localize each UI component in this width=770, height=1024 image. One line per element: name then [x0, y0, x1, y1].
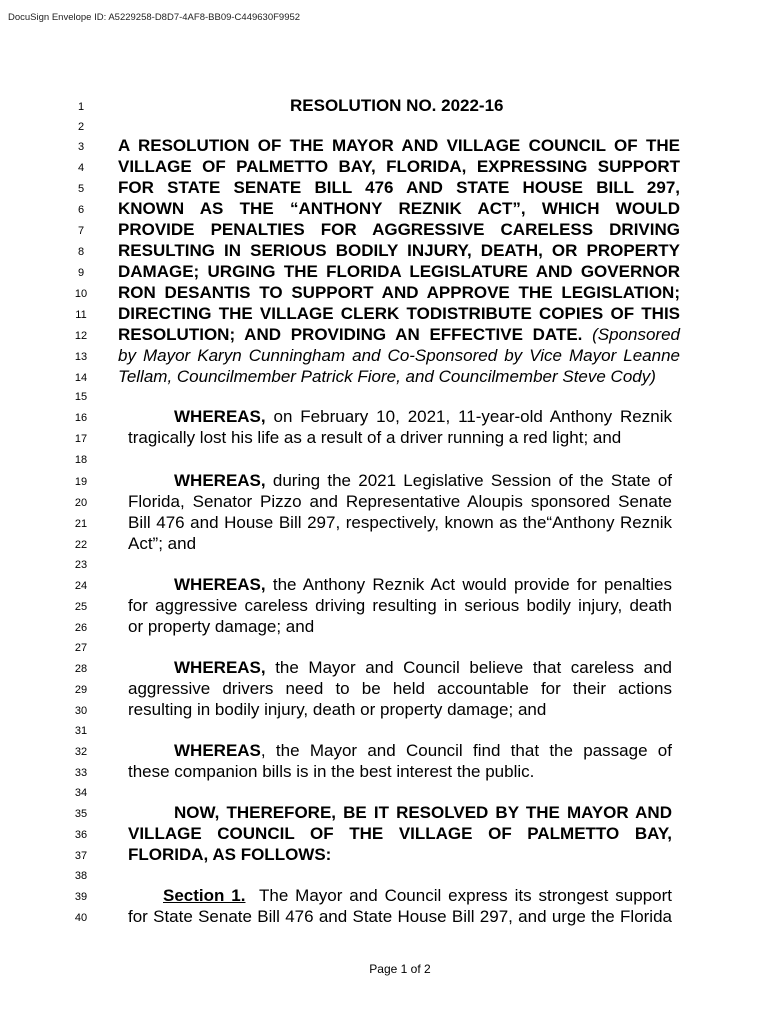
heading-line: RON DESANTIS TO SUPPORT AND APPROVE THE LEGISLATION;	[118, 283, 680, 302]
heading-line: FOR STATE SENATE BILL 476 AND STATE HOUSE BILL 297,	[118, 178, 680, 197]
whereas-text: , the Mayor and Council find that the passage of	[260, 741, 672, 760]
docusign-envelope-id: DocuSign Envelope ID: A5229258-D8D7-4AF8-BB09-C449630F9952	[8, 12, 301, 23]
line-number: 31	[74, 725, 88, 737]
line-number: 32	[74, 746, 88, 758]
whereas-text: the Mayor and Council believe that careless and	[275, 658, 672, 677]
line-number: 14	[74, 372, 88, 384]
line-number: 8	[77, 246, 85, 258]
whereas-line: resulting in bodily injury, death or property damage; and	[128, 700, 547, 719]
resolution-title: RESOLUTION NO. 2022-16	[290, 96, 504, 115]
sponsor-line: by Mayor Karyn Cunningham and Co-Sponsored by Vice Mayor Leanne	[118, 346, 680, 365]
whereas-paragraph-3	[128, 574, 672, 595]
line-number: 3	[77, 141, 85, 153]
whereas-text: on February 10, 2021, 11-year-old Anthony Reznik	[273, 407, 672, 426]
line-number: 30	[74, 705, 88, 717]
heading-line: VILLAGE OF PALMETTO BAY, FLORIDA, EXPRESSING SUPPORT	[118, 157, 680, 176]
sponsor-line: Tellam, Councilmember Patrick Fiore, and Councilmember Steve Cody)	[118, 367, 656, 386]
line-number: 22	[74, 539, 88, 551]
heading-line-final	[118, 324, 680, 345]
line-number: 5	[77, 183, 85, 195]
heading-line: PROVIDE PENALTIES FOR AGGRESSIVE CARELESS DRIVING	[118, 220, 680, 239]
whereas-text: during the 2021 Legislative Session of the State of	[272, 471, 672, 490]
whereas-line: these companion bills is in the best interest the public.	[128, 762, 535, 781]
sponsored-text: (Sponsored	[582, 325, 680, 344]
line-number: 17	[74, 433, 88, 445]
whereas-line: aggressive drivers need to be held accountable for their actions	[128, 679, 672, 698]
whereas-text: the Anthony Reznik Act would provide for penalties	[272, 575, 672, 594]
line-number: 38	[74, 870, 88, 882]
heading-final-bold: RESOLUTION; AND PROVIDING AN EFFECTIVE DATE.	[118, 325, 583, 344]
line-number: 9	[77, 267, 85, 279]
heading-line: A RESOLUTION OF THE MAYOR AND VILLAGE COUNCIL OF THE	[118, 136, 680, 155]
whereas-line: Bill 476 and House Bill 297, respectively, known as the“Anthony Reznik	[128, 513, 672, 532]
line-number: 12	[74, 330, 88, 342]
line-number: 16	[74, 412, 88, 424]
whereas-paragraph-2	[128, 470, 672, 491]
line-number: 25	[74, 601, 88, 613]
whereas-line: tragically lost his life as a result of a driver running a red light; and	[128, 428, 622, 447]
line-number: 21	[74, 518, 88, 530]
line-number: 18	[74, 454, 88, 466]
heading-line: DAMAGE; URGING THE FLORIDA LEGISLATURE AND GOVERNOR	[118, 262, 680, 281]
section-label: Section 1.	[163, 886, 246, 905]
heading-line: DIRECTING THE VILLAGE CLERK TODISTRIBUTE COPIES OF THIS	[118, 304, 680, 323]
line-number: 39	[74, 891, 88, 903]
line-number: 36	[74, 829, 88, 841]
line-number: 1	[77, 101, 85, 113]
resolved-clause: NOW, THEREFORE, BE IT RESOLVED BY THE MAYOR AND	[174, 803, 672, 822]
line-number: 6	[77, 204, 85, 216]
line-number: 11	[75, 309, 87, 321]
line-number: 23	[74, 559, 88, 571]
whereas-label: WHEREAS,	[174, 658, 266, 677]
resolved-line: VILLAGE COUNCIL OF THE VILLAGE OF PALMETTO BAY,	[128, 824, 672, 843]
whereas-line: Act”; and	[128, 534, 197, 553]
page-footer: Page 1 of 2	[369, 962, 431, 976]
line-number: 26	[74, 622, 88, 634]
line-number: 19	[74, 476, 88, 488]
whereas-line: or property damage; and	[128, 617, 315, 636]
line-number: 15	[74, 391, 88, 403]
line-number: 10	[74, 288, 88, 300]
line-number: 4	[77, 162, 85, 174]
line-number: 28	[74, 663, 88, 675]
whereas-label: WHEREAS,	[174, 407, 266, 426]
line-number: 13	[74, 351, 88, 363]
whereas-line: Florida, Senator Pizzo and Representative Aloupis sponsored Senate	[128, 492, 672, 511]
whereas-paragraph-1	[128, 406, 672, 427]
line-number: 27	[74, 642, 88, 654]
line-number: 33	[74, 767, 88, 779]
line-number: 40	[74, 912, 88, 924]
line-number: 29	[74, 684, 88, 696]
whereas-label: WHEREAS,	[174, 471, 266, 490]
heading-line: RESULTING IN SERIOUS BODILY INJURY, DEATH, OR PROPERTY	[118, 241, 680, 260]
whereas-line: for aggressive careless driving resulting in serious bodily injury, death	[128, 596, 672, 615]
section-line: for State Senate Bill 476 and State House Bill 297, and urge the Florida	[128, 907, 672, 926]
section-1	[128, 885, 672, 906]
heading-line: KNOWN AS THE “ANTHONY REZNIK ACT”, WHICH WOULD	[118, 199, 680, 218]
line-number: 24	[74, 580, 88, 592]
line-number: 35	[74, 808, 88, 820]
whereas-paragraph-4	[128, 657, 672, 678]
line-number: 37	[74, 850, 88, 862]
line-number: 2	[77, 121, 85, 133]
whereas-label: WHEREAS	[174, 741, 261, 760]
section-text: The Mayor and Council express its strongest support	[258, 886, 672, 905]
resolved-line: FLORIDA, AS FOLLOWS:	[128, 845, 332, 864]
whereas-label: WHEREAS,	[174, 575, 266, 594]
line-number: 7	[77, 225, 85, 237]
line-number: 20	[74, 497, 88, 509]
line-number: 34	[74, 787, 88, 799]
whereas-paragraph-5	[128, 740, 672, 761]
